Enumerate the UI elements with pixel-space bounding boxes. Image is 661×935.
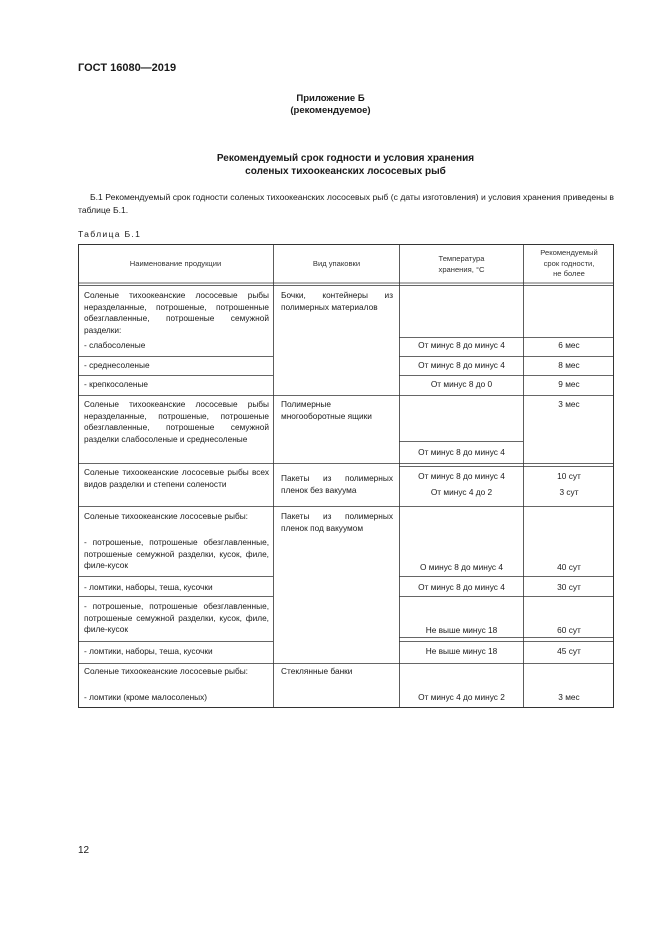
g4-product: Соленые тихоокеанские лососевые рыбы: bbox=[84, 511, 248, 521]
g3-shelf2: 3 сут bbox=[559, 487, 579, 497]
g4-row1-temp: О минус 8 до минус 4 bbox=[420, 562, 503, 572]
g1-package: Бочки, контейнеры из полимерных материалов bbox=[281, 290, 393, 312]
g1-row1-shelf: 6 мес bbox=[558, 340, 580, 350]
g2-temp: От минус 8 до минус 4 bbox=[418, 447, 505, 457]
g1-row3-product: - крепкосоленые bbox=[84, 379, 149, 389]
g1-row2-product: - среднесоленые bbox=[84, 360, 150, 370]
page-number: 12 bbox=[78, 845, 90, 856]
g2-shelf: 3 мес bbox=[558, 399, 580, 409]
section-title-line1: Рекомендуемый срок годности и условия хранения bbox=[216, 153, 475, 164]
g2-product: Соленые тихоокеанские лососевые рыбы неразделанные, потрошеные, потрошеные обезглавленные, потрошеные семужной разделки слабосоленые и среднесоленые bbox=[84, 399, 269, 444]
appendix-title: Приложение Б bbox=[296, 93, 365, 104]
g1-row2-temp: От минус 8 до минус 4 bbox=[418, 360, 505, 370]
g5-row-product: - ломтики (кроме малосоленых) bbox=[84, 692, 208, 702]
g3-shelf1: 10 сут bbox=[557, 471, 581, 481]
section-title-line2: соленых тихоокеанских лососевых рыб bbox=[245, 166, 446, 177]
col-header-package: Вид упаковки bbox=[312, 259, 361, 268]
col-header-product: Наименование продукции bbox=[129, 259, 222, 268]
g4-row3-shelf: 60 сут bbox=[557, 625, 581, 635]
g1-row2-shelf: 8 мес bbox=[558, 360, 580, 370]
g2-package: Полимерные многооборотные ящики bbox=[281, 399, 372, 421]
g4-row4-temp: Не выше минус 18 bbox=[425, 646, 498, 656]
col-header-temp: Температура хранения, °С bbox=[438, 254, 485, 274]
g3-temp1: От минус 8 до минус 4 bbox=[418, 471, 505, 481]
table-caption: Таблица Б.1 bbox=[78, 229, 142, 239]
g1-row3-temp: От минус 8 до 0 bbox=[430, 379, 493, 389]
g3-package: Пакеты из полимерных пленок без вакуума bbox=[281, 473, 393, 495]
g1-row1-temp: От минус 8 до минус 4 bbox=[418, 340, 505, 350]
document-code: ГОСТ 16080—2019 bbox=[78, 62, 177, 74]
g4-row2-shelf: 30 сут bbox=[557, 582, 581, 592]
intro-paragraph: Б.1 Рекомендуемый срок годности соленых тихоокеанских лососевых рыб (с даты изготовления) и условия хранения приведены в таблице Б.1. bbox=[78, 192, 614, 215]
g4-package: Пакеты из полимерных пленок под вакуумом bbox=[281, 511, 393, 533]
g3-product: Соленые тихоокеанские лососевые рыбы всех видов разделки и степени солености bbox=[84, 467, 269, 489]
col-header-shelf-life: Рекомендуемый срок годности, не более bbox=[540, 248, 598, 278]
g4-row4-shelf: 45 сут bbox=[557, 646, 581, 656]
g4-row3-temp: Не выше минус 18 bbox=[425, 625, 498, 635]
g4-row4-product: - ломтики, наборы, теша, кусочки bbox=[84, 646, 213, 656]
g1-row3-shelf: 9 мес bbox=[558, 379, 580, 389]
g4-row2-product: - ломтики, наборы, теша, кусочки bbox=[84, 582, 213, 592]
g5-package: Стеклянные банки bbox=[281, 666, 353, 676]
g5-temp: От минус 4 до минус 2 bbox=[418, 692, 505, 702]
g4-row3-product: - потрошеные, потрошеные обезглавленные, потрошеные семужной разделки, кусок, филе, филе-кусок bbox=[84, 601, 269, 635]
g4-row1-shelf: 40 сут bbox=[557, 562, 581, 572]
g5-product: Соленые тихоокеанские лососевые рыбы: bbox=[84, 666, 248, 676]
g3-temp2: От минус 4 до 2 bbox=[430, 487, 493, 497]
appendix-status: (рекомендуемое) bbox=[290, 105, 371, 116]
g5-shelf: 3 мес bbox=[558, 692, 580, 702]
g1-row1-product: - слабосоленые bbox=[84, 340, 146, 350]
g1-product: Соленые тихоокеанские лососевые рыбы неразделанные, потрошеные, потрошенные обезглавленные, потрошеные семужной разделки: bbox=[84, 290, 269, 335]
shelf-life-table bbox=[78, 244, 614, 708]
g4-row1-product: - потрошеные, потрошеные обезглавленные, потрошеные семужной разделки, кусок, филе, филе-кусок bbox=[84, 537, 269, 571]
g4-row2-temp: От минус 8 до минус 4 bbox=[418, 582, 505, 592]
